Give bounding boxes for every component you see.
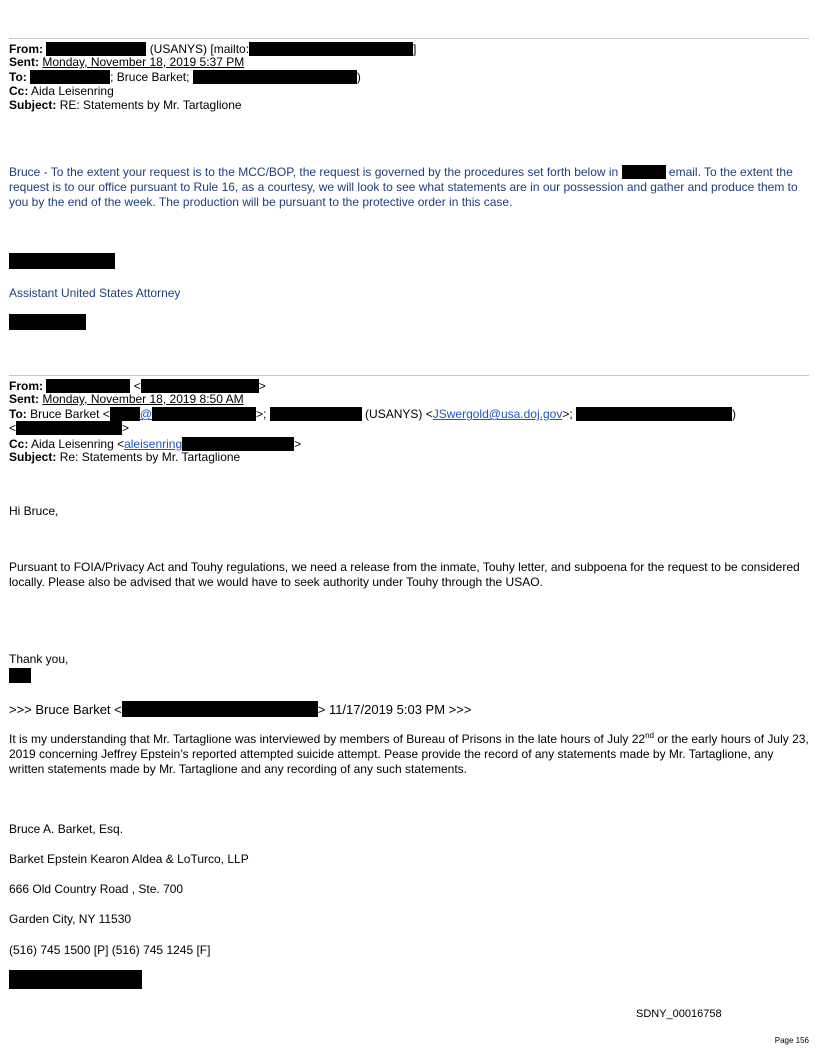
redaction-block [249,42,413,56]
email3-body [9,732,809,777]
email1-to-line [9,70,361,84]
subject-value: RE: Statements by Mr. Tartaglione [59,98,242,112]
email1-subject-line [9,99,242,111]
sent-value: Monday, November 18, 2019 8:50 AM [42,392,244,406]
redaction-block [152,407,256,421]
email1-sent-line [9,56,244,68]
from-close: ] [413,42,417,56]
to-text: >; [562,407,573,421]
from-label: From: [9,42,43,56]
email2-greeting: Hi Bruce, [9,504,59,518]
redaction-block [16,421,122,435]
email2-to-line-2 [9,421,129,435]
sent-value: Monday, November 18, 2019 5:37 PM [42,55,245,69]
quote-prefix: >>> Bruce Barket < [9,702,122,717]
subject-label: Subject: [9,450,57,464]
to-text: >; [256,407,267,421]
redaction-block [182,437,294,451]
cc-text: Aida Leisenring < [31,437,125,451]
redaction-block [141,379,259,393]
cc-email-link[interactable]: aleisenring [124,437,183,451]
email2-closing: Thank you, [9,652,69,666]
email1-body [9,165,809,210]
email2-to-line [9,407,736,421]
email1-cc-line [9,85,114,97]
email2-subject-line [9,451,240,463]
redaction-block [9,314,86,330]
from-text: (USANYS) [mailto: [149,42,250,56]
header-divider-1 [9,38,809,39]
quote-header [9,701,471,717]
cc-label: Cc: [9,84,29,98]
header-divider-2 [9,375,809,376]
to-text: > [122,421,130,435]
body-text: email. To the extent the request is to our office pursuant to Rule 16, as a courtesy, we will look to see what statements are in our possession and gather and produce them to you by the end of the week. The production will be pursuant to the protective order in this case. [9,165,798,209]
to-close: ) [356,70,361,84]
page-number: Page 156 [774,1036,809,1045]
email2-sent-line [9,393,244,405]
sent-label: Sent: [9,55,39,69]
subject-label: Subject: [9,98,57,112]
email2-cc-line [9,437,301,451]
sent-label: Sent: [9,392,39,406]
body-text: It is my understanding that Mr. Tartaglione was interviewed by members of Bureau of Prisons in the late hours of July 22 [9,732,646,746]
to-text: ; Bruce Barket; [110,70,190,84]
sig-phone: (516) 745 1500 [P] (516) 745 1245 [F] [9,943,211,957]
redaction-block [110,407,140,421]
body-text: Bruce - To the extent your request is to the MCC/BOP, the request is governed by the procedures set forth below in [9,165,619,179]
sig-city: Garden City, NY 11530 [9,912,132,926]
ordinal-suffix: nd [645,731,655,740]
redaction-block [30,70,110,84]
from-text: < [133,379,141,393]
to-label: To: [9,70,27,84]
redaction-block [9,668,31,683]
subject-value: Re: Statements by Mr. Tartaglione [59,450,241,464]
to-at[interactable]: @ [139,407,153,421]
from-close: > [258,379,266,393]
redaction-block [622,165,666,179]
sig-address: 666 Old Country Road , Ste. 700 [9,882,184,896]
sig-name: Bruce A. Barket, Esq. [9,822,124,836]
to-email-link[interactable]: JSwergold@usa.doj.gov [432,407,563,421]
redaction-block [193,70,357,84]
to-text: Bruce Barket < [30,407,110,421]
email2-body: Pursuant to FOIA/Privacy Act and Touhy regulations, we need a release from the inmate, Touhy letter, and subpoena for the request to be considered locally. Please also be advised that we would have to seek authority under Touhy through the USAO. [9,560,800,589]
from-label: From: [9,379,43,393]
signature-title: Assistant United States Attorney [9,286,181,300]
cc-value: Aida Leisenring [31,84,114,98]
email1-from-line [9,42,416,56]
redaction-block [122,701,318,717]
redaction-block [9,970,142,989]
redaction-block [46,379,130,393]
to-close: ) [732,407,737,421]
sig-firm: Barket Epstein Kearon Aldea & LoTurco, LLP [9,852,249,866]
bates-number: SDNY_00016758 [636,1008,722,1020]
redaction-block [46,42,146,56]
redaction-block [9,253,115,269]
email2-from-line [9,379,266,393]
to-label: To: [9,407,27,421]
cc-close: > [294,437,302,451]
cc-label: Cc: [9,437,29,451]
to-text: < [9,421,17,435]
redaction-block [270,407,362,421]
quote-suffix: > 11/17/2019 5:03 PM >>> [317,702,472,717]
body-text: or the early hours of July 23, 2019 concerning Jeffrey Epstein’s reported attempted suicide attempt. Pease provide the record of any statements made by Mr. Tartaglione, any written statements made by Mr. Tartaglione and any recording of any such statements. [9,732,809,776]
redaction-block [576,407,732,421]
to-text: (USANYS) < [365,407,433,421]
